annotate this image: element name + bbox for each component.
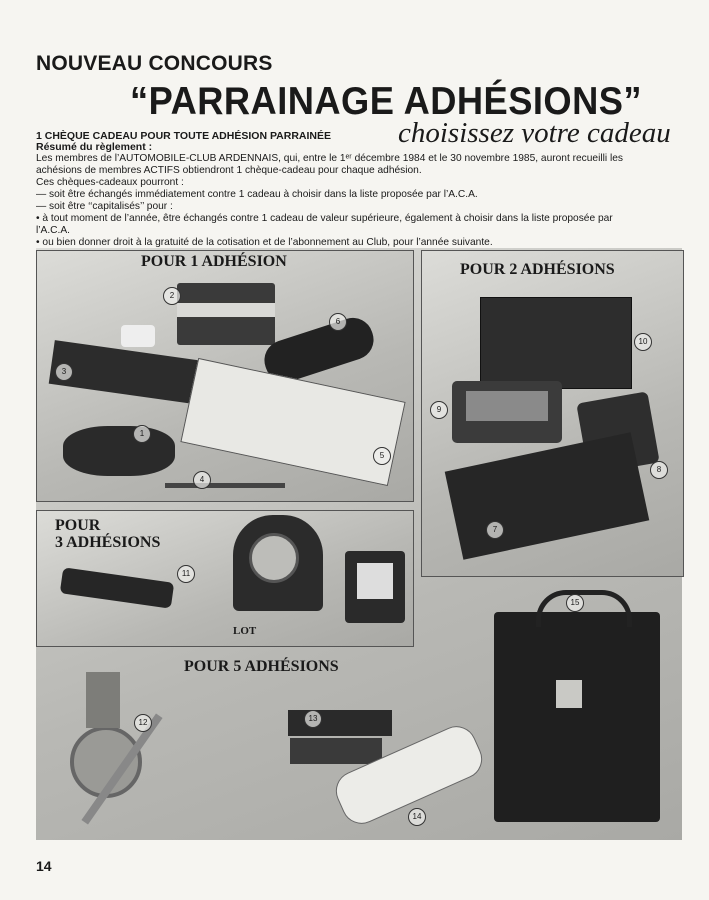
- subtitle: 1 CHÈQUE CADEAU POUR TOUTE ADHÉSION PARRAINÉE: [36, 130, 332, 142]
- panel-3-adhesions: [36, 510, 414, 647]
- item-number: 8: [650, 461, 668, 479]
- rule-line: — soit être échangés immédiatement contre 1 cadeau à choisir dans la liste proposée par l’A.C.A.: [36, 189, 478, 200]
- item-number: 3: [55, 363, 73, 381]
- camera-image: [290, 738, 382, 764]
- shoulder-bag-image: [494, 612, 660, 822]
- brush-kit-stripe: [177, 303, 275, 317]
- rule-line: Les membres de l’AUTOMOBILE-CLUB ARDENNAIS, qui, entre le 1ᵉʳ décembre 1984 et le 30 novembre 1985, auront recueilli les: [36, 153, 624, 164]
- bag-clasp-image: [556, 680, 582, 708]
- panel-title-line: POUR: [55, 517, 101, 534]
- panel-2-adhesions: [421, 250, 684, 577]
- panel-1-adhesion: [36, 250, 414, 502]
- item-number: 9: [430, 401, 448, 419]
- item-number: 2: [163, 287, 181, 305]
- film-box-image: [288, 710, 392, 736]
- item-number: 6: [329, 313, 347, 331]
- page-number: 14: [36, 858, 52, 874]
- rule-line: achésions de membres ACTIFS obtiendront 1 chèque-cadeau pour chaque adhésion.: [36, 165, 422, 176]
- rule-line: Ces chèques-cadeaux pourront :: [36, 177, 184, 188]
- item-number: 12: [134, 714, 152, 732]
- rule-line: • à tout moment de l’année, être échangés contre 1 cadeau de valeur supérieure, également à choisir dans la liste proposée par: [36, 213, 613, 224]
- bag-handle-image: [536, 590, 632, 627]
- lot-label: LOT: [233, 625, 257, 637]
- panel-title-line: 3 ADHÉSIONS: [55, 534, 161, 551]
- slogan: choisissez votre cadeau: [398, 117, 671, 149]
- rule-line: l’A.C.A.: [36, 225, 70, 236]
- panel-title: POUR 2 ADHÉSIONS: [460, 261, 615, 278]
- item-number: 5: [373, 447, 391, 465]
- page-title: “PARRAINAGE ADHÉSIONS”: [130, 80, 643, 123]
- panel-5-adhesions: [36, 654, 422, 840]
- item-number: 10: [634, 333, 652, 351]
- item-number: 11: [177, 565, 195, 583]
- panel-title: [55, 517, 160, 551]
- clock-face-image: [357, 563, 393, 599]
- rule-line: — soit être ‘‘capitalisés’’ pour :: [36, 201, 173, 212]
- panel-title: POUR 5 ADHÉSIONS: [184, 658, 339, 675]
- kicker-heading: NOUVEAU CONCOURS: [36, 52, 273, 75]
- pen-image: [165, 483, 285, 488]
- rules-heading: Résumé du règlement :: [36, 141, 153, 153]
- watch-strap-image: [86, 672, 120, 728]
- item-number: 1: [133, 425, 151, 443]
- document-case-image: [480, 297, 632, 389]
- spotlight-lens-image: [249, 533, 299, 583]
- item-number: 15: [566, 594, 584, 612]
- sunglasses-image: [63, 426, 175, 476]
- item-number: 4: [193, 471, 211, 489]
- panel-title: POUR 1 ADHÉSION: [141, 253, 287, 270]
- item-number: 13: [304, 710, 322, 728]
- tube-image: [121, 325, 155, 347]
- item-number: 14: [408, 808, 426, 826]
- item-number: 7: [486, 521, 504, 539]
- rule-line: • ou bien donner droit à la gratuité de la cotisation et de l’abonnement au Club, pour l’année suivante.: [36, 237, 493, 248]
- radio-dial-image: [466, 391, 548, 421]
